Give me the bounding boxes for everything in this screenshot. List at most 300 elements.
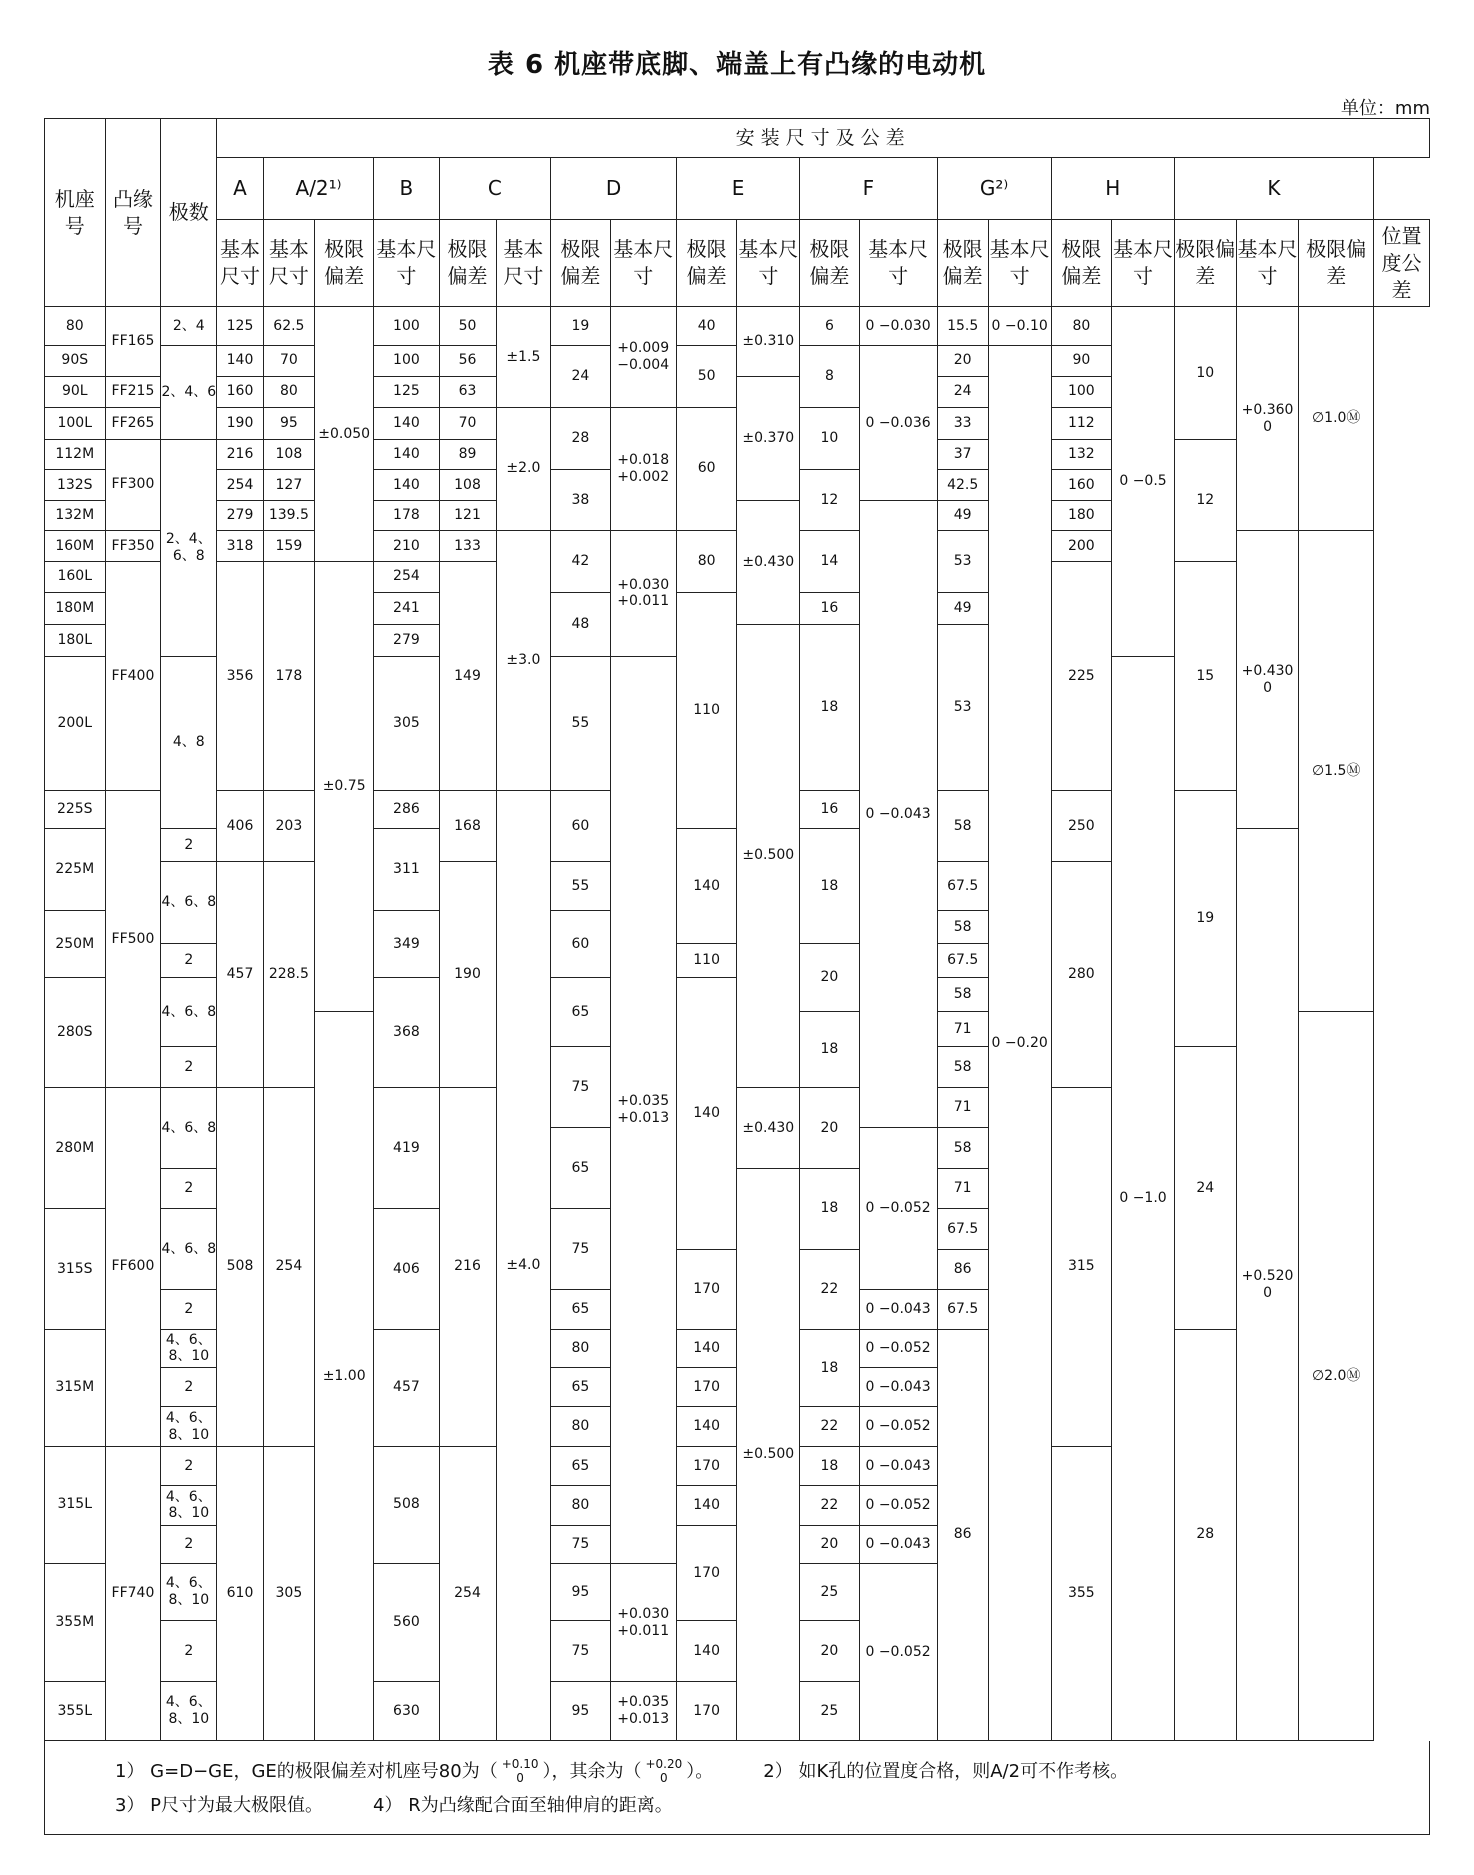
k-basic-4: 19 [1174, 790, 1236, 1047]
flange-2: FF215 [105, 376, 161, 407]
a-basic-2: 140 [217, 345, 264, 376]
frame-11: 180L [45, 624, 106, 656]
g-basic-23: 67.5 [937, 1290, 988, 1329]
header-group-7: F [800, 158, 937, 220]
d-tol-5: +0.030 +0.011 [610, 1563, 676, 1681]
e-basic-9: 170 [676, 1249, 737, 1329]
poles-7: 2 [161, 944, 217, 978]
g-basic-1: 15.5 [937, 307, 988, 345]
b-basic-4: 140 [374, 407, 439, 439]
b-basic-3: 125 [374, 376, 439, 407]
a2-tol-1: ±0.050 [314, 307, 373, 561]
k-tol-2: +0.430 0 [1236, 531, 1299, 829]
poles-1: 2、4 [161, 307, 217, 345]
e-tol-4: ±0.500 [737, 624, 800, 1087]
d-basic-4: 38 [551, 470, 610, 531]
header-group-9: H [1051, 158, 1174, 220]
b-basic-11: 279 [374, 624, 439, 656]
a2-basic-5: 108 [263, 439, 314, 470]
d-basic-12: 75 [551, 1047, 610, 1128]
f-basic-16: 22 [800, 1407, 859, 1446]
a2-basic-3: 80 [263, 376, 314, 407]
f-basic-17: 18 [800, 1446, 859, 1485]
b-basic-5: 140 [374, 439, 439, 470]
header-sub-basic: 基本尺寸 [1112, 220, 1175, 307]
d-basic-8: 60 [551, 790, 610, 861]
a-basic-13: 610 [217, 1446, 264, 1740]
g-basic-14: 67.5 [937, 944, 988, 978]
note-1-fraction-other [645, 1758, 682, 1786]
d-tol-3: +0.030 +0.011 [610, 531, 676, 657]
d-basic-23: 75 [551, 1621, 610, 1682]
poles-4: 4、8 [161, 656, 217, 829]
f-basic-22: 25 [800, 1682, 859, 1741]
d-basic-22: 95 [551, 1563, 610, 1621]
h-basic-4: 112 [1051, 407, 1112, 439]
k-tol-1: +0.360 0 [1236, 307, 1299, 531]
header-group-4: C [439, 158, 551, 220]
a2-basic-11: 228.5 [263, 862, 314, 1088]
header-sub-basic: 基本尺寸 [859, 220, 937, 307]
b-basic-10: 241 [374, 592, 439, 624]
f-tol-3: 0 −0.043 [859, 501, 937, 1128]
a-basic-12: 508 [217, 1087, 264, 1446]
b-basic-7: 178 [374, 501, 439, 531]
note-1-frac1-top: +0.10 [501, 1757, 539, 1772]
g-basic-5: 37 [937, 439, 988, 470]
d-basic-20: 80 [551, 1486, 610, 1525]
g-basic-7: 49 [937, 501, 988, 531]
f-tol-1: 0 −0.030 [859, 307, 937, 345]
frame-7: 132M [45, 501, 106, 531]
poles-22: 4、6、8、10 [161, 1682, 217, 1741]
b-basic-22: 630 [374, 1682, 439, 1741]
a-basic-11: 457 [217, 862, 264, 1088]
header-sub-basic: 基本尺寸 [217, 220, 264, 307]
a2-basic-1: 62.5 [263, 307, 314, 345]
c-basic-4: 70 [439, 407, 496, 439]
e-basic-2: 50 [676, 345, 737, 407]
frame-20: 315L [45, 1446, 106, 1563]
header-group-2: A/2¹⁾ [263, 158, 374, 220]
b-basic-15: 349 [374, 911, 439, 978]
h-basic-9: 225 [1051, 561, 1112, 790]
footnote-row-1 [115, 1755, 1429, 1789]
e-basic-1: 40 [676, 307, 737, 345]
note-1-text-a: 1） G=D−GE，GE的极限偏差对机座号80为（ [115, 1761, 498, 1782]
k-basic-3: 15 [1174, 561, 1236, 790]
h-basic-11: 280 [1051, 862, 1112, 1088]
g-basic-12: 67.5 [937, 862, 988, 911]
table-title: 表 6 机座带底脚、端盖上有凸缘的电动机 [487, 50, 987, 80]
c-basic-5: 89 [439, 439, 496, 470]
flange-4: FF300 [105, 439, 161, 531]
b-basic-2: 100 [374, 345, 439, 376]
header-sub-tol: 极限偏差 [314, 220, 373, 307]
g-basic-6: 42.5 [937, 470, 988, 501]
c-basic-13: 254 [439, 1446, 496, 1740]
frame-12: 200L [45, 656, 106, 790]
frame-22: 355L [45, 1682, 106, 1741]
f-basic-7: 18 [800, 624, 859, 790]
frame-18: 315S [45, 1209, 106, 1329]
e-basic-5: 110 [676, 592, 737, 828]
h-basic-5: 132 [1051, 439, 1112, 470]
poles-20: 4、6、8、10 [161, 1563, 217, 1621]
c-tol-2: ±2.0 [496, 407, 551, 531]
b-basic-17: 419 [374, 1087, 439, 1208]
poles-12: 4、6、8 [161, 1209, 217, 1290]
g-basic-18: 71 [937, 1087, 988, 1127]
flange-3: FF265 [105, 407, 161, 439]
header-sub-basic: 基本尺寸 [374, 220, 439, 307]
frame-8: 160M [45, 531, 106, 562]
d-basic-14: 75 [551, 1209, 610, 1290]
d-tol-6: +0.035 +0.013 [610, 1682, 676, 1741]
d-basic-6: 48 [551, 592, 610, 656]
flange-5: FF350 [105, 531, 161, 562]
f-basic-14: 22 [800, 1249, 859, 1329]
poles-11: 2 [161, 1168, 217, 1208]
f-tol-7: 0 −0.043 [859, 1368, 937, 1407]
e-basic-7: 110 [676, 944, 737, 978]
header-group-5: D [551, 158, 677, 220]
poles-9: 2 [161, 1047, 217, 1087]
g-basic-19: 58 [937, 1128, 988, 1168]
h-tol-1: 0 −0.5 [1112, 307, 1175, 656]
note-1-frac2-top: +0.20 [645, 1757, 683, 1772]
c-basic-8: 133 [439, 531, 496, 562]
b-basic-19: 457 [374, 1329, 439, 1446]
g-basic-10: 53 [937, 624, 988, 790]
poles-19: 2 [161, 1525, 217, 1563]
f-basic-13: 18 [800, 1168, 859, 1249]
note-1-text-c: ）。 [686, 1761, 714, 1782]
k-basic-2: 12 [1174, 439, 1236, 561]
header-sub-tol: 极限偏差 [1174, 220, 1236, 307]
h-basic-1: 80 [1051, 307, 1112, 345]
f-basic-20: 25 [800, 1563, 859, 1621]
d-basic-2: 24 [551, 345, 610, 407]
f-tol-12: 0 −0.052 [859, 1563, 937, 1740]
header-sub-tol: 极限偏差 [1051, 220, 1112, 307]
header-sub-tol: 极限偏差 [937, 220, 988, 307]
f-basic-15: 18 [800, 1329, 859, 1407]
g-basic-3: 24 [937, 376, 988, 407]
d-basic-16: 80 [551, 1329, 610, 1367]
b-basic-16: 368 [374, 978, 439, 1088]
a2-basic-7: 139.5 [263, 501, 314, 531]
f-basic-18: 22 [800, 1486, 859, 1525]
unit-label: 单位：mm [1340, 98, 1430, 119]
f-basic-9: 18 [800, 829, 859, 944]
a2-basic-10: 203 [263, 790, 314, 861]
f-basic-10: 20 [800, 944, 859, 1012]
g-basic-8: 53 [937, 531, 988, 593]
frame-14: 225M [45, 829, 106, 911]
h-basic-2: 90 [1051, 345, 1112, 376]
b-basic-12: 305 [374, 656, 439, 790]
poles-8: 4、6、8 [161, 978, 217, 1047]
frame-19: 315M [45, 1329, 106, 1446]
b-basic-21: 560 [374, 1563, 439, 1681]
f-basic-12: 20 [800, 1087, 859, 1168]
f-basic-3: 10 [800, 407, 859, 470]
h-tol-2: 0 −1.0 [1112, 656, 1175, 1740]
g-basic-20: 71 [937, 1168, 988, 1208]
frame-3: 90L [45, 376, 106, 407]
d-tol-4: +0.035 +0.013 [610, 656, 676, 1563]
frame-10: 180M [45, 592, 106, 624]
k-pos-1: ∅1.0Ⓜ [1299, 307, 1373, 531]
g-basic-24: 86 [937, 1329, 988, 1740]
header-group-8: G²⁾ [937, 158, 1051, 220]
note-1-frac1-bottom: 0 [516, 1771, 524, 1785]
a2-basic-2: 70 [263, 345, 314, 376]
e-tol-6: ±0.500 [737, 1168, 800, 1740]
poles-6: 4、6、8 [161, 862, 217, 944]
g-tol-2: 0 −0.20 [988, 345, 1051, 1740]
poles-10: 4、6、8 [161, 1087, 217, 1168]
f-tol-5: 0 −0.043 [859, 1290, 937, 1329]
frame-2: 90S [45, 345, 106, 376]
a2-tol-3: ±1.00 [314, 1012, 373, 1741]
f-basic-4: 12 [800, 470, 859, 531]
h-basic-6: 160 [1051, 470, 1112, 501]
h-basic-10: 250 [1051, 790, 1112, 861]
g-basic-11: 58 [937, 790, 988, 861]
header-flange: 凸缘号 [105, 119, 161, 307]
d-basic-9: 55 [551, 862, 610, 911]
h-basic-8: 200 [1051, 531, 1112, 562]
frame-13: 225S [45, 790, 106, 828]
d-tol-1: +0.009 −0.004 [610, 307, 676, 407]
f-basic-2: 8 [800, 345, 859, 407]
header-group-10: K [1174, 158, 1373, 220]
f-basic-8: 16 [800, 790, 859, 828]
note-1-fraction-80 [502, 1758, 539, 1786]
poles-3: 2、4、6、8 [161, 439, 217, 656]
d-basic-18: 80 [551, 1407, 610, 1446]
poles-15: 2 [161, 1368, 217, 1407]
d-basic-5: 42 [551, 531, 610, 593]
a2-basic-9: 178 [263, 561, 314, 790]
c-basic-2: 56 [439, 345, 496, 376]
header-sub-tol: 极限偏差 [676, 220, 737, 307]
g-basic-2: 20 [937, 345, 988, 376]
header-sub-basic: 基本尺寸 [737, 220, 800, 307]
e-basic-14: 140 [676, 1486, 737, 1525]
note-3: 3） P尺寸为最大极限值。 [115, 1795, 324, 1817]
e-basic-8: 140 [676, 978, 737, 1250]
d-basic-17: 65 [551, 1368, 610, 1407]
header-install-dims: 安装尺寸及公差 [217, 119, 1430, 158]
d-basic-19: 65 [551, 1446, 610, 1485]
a-basic-7: 279 [217, 501, 264, 531]
flange-6: FF400 [105, 561, 161, 790]
a2-basic-13: 305 [263, 1446, 314, 1740]
flange-8: FF600 [105, 1087, 161, 1446]
frame-1: 80 [45, 307, 106, 345]
b-basic-14: 311 [374, 829, 439, 911]
a-basic-1: 125 [217, 307, 264, 345]
a-basic-8: 318 [217, 531, 264, 562]
c-basic-10: 168 [439, 790, 496, 861]
e-basic-6: 140 [676, 829, 737, 944]
k-basic-6: 28 [1174, 1329, 1236, 1740]
poles-17: 2 [161, 1446, 217, 1485]
f-tol-9: 0 −0.043 [859, 1446, 937, 1485]
b-basic-8: 210 [374, 531, 439, 562]
k-tol-3: +0.520 0 [1236, 829, 1299, 1741]
frame-16: 280S [45, 978, 106, 1088]
h-basic-12: 315 [1051, 1087, 1112, 1446]
e-tol-3: ±0.430 [737, 501, 800, 625]
c-tol-1: ±1.5 [496, 307, 551, 407]
a-basic-4: 190 [217, 407, 264, 439]
e-tol-2: ±0.370 [737, 376, 800, 501]
footnote-row-2 [115, 1789, 1429, 1823]
d-basic-15: 65 [551, 1290, 610, 1329]
f-tol-6: 0 −0.052 [859, 1329, 937, 1367]
e-tol-5: ±0.430 [737, 1087, 800, 1168]
e-basic-15: 170 [676, 1525, 737, 1621]
f-basic-6: 16 [800, 592, 859, 624]
header-sub-tol: 极限偏差 [551, 220, 610, 307]
k-pos-2: ∅1.5Ⓜ [1299, 531, 1373, 1012]
a-basic-5: 216 [217, 439, 264, 470]
header-poles: 极数 [161, 119, 217, 307]
b-basic-20: 508 [374, 1446, 439, 1563]
e-tol-1: ±0.310 [737, 307, 800, 376]
footnotes [44, 1741, 1430, 1835]
f-basic-11: 18 [800, 1012, 859, 1088]
note-1-text-b: ），其余为（ [542, 1761, 642, 1782]
d-basic-11: 65 [551, 978, 610, 1047]
header-sub-basic: 基本尺寸 [1236, 220, 1299, 307]
g-basic-21: 67.5 [937, 1209, 988, 1249]
e-basic-4: 80 [676, 531, 737, 593]
frame-4: 100L [45, 407, 106, 439]
a-basic-3: 160 [217, 376, 264, 407]
k-basic-1: 10 [1174, 307, 1236, 439]
header-group-1: A [217, 158, 264, 220]
header-sub-tol: 极限偏差 [439, 220, 496, 307]
g-basic-16: 71 [937, 1012, 988, 1047]
b-basic-1: 100 [374, 307, 439, 345]
h-basic-3: 100 [1051, 376, 1112, 407]
poles-14: 4、6、8、10 [161, 1329, 217, 1367]
frame-9: 160L [45, 561, 106, 592]
e-basic-16: 140 [676, 1621, 737, 1682]
header-frame: 机座号 [45, 119, 106, 307]
c-basic-1: 50 [439, 307, 496, 345]
f-basic-21: 20 [800, 1621, 859, 1682]
g-basic-13: 58 [937, 911, 988, 944]
e-basic-12: 140 [676, 1407, 737, 1446]
flange-7: FF500 [105, 790, 161, 1087]
f-tol-4: 0 −0.052 [859, 1128, 937, 1290]
c-basic-9: 149 [439, 561, 496, 790]
f-basic-19: 20 [800, 1525, 859, 1563]
note-2: 2） 如K孔的位置度合格，则A/2可不作考核。 [763, 1761, 1129, 1782]
poles-13: 2 [161, 1290, 217, 1329]
d-basic-24: 95 [551, 1682, 610, 1741]
a2-basic-8: 159 [263, 531, 314, 562]
d-basic-13: 65 [551, 1128, 610, 1209]
d-basic-7: 55 [551, 656, 610, 790]
header-sub-basic: 基本尺寸 [988, 220, 1051, 307]
e-basic-3: 60 [676, 407, 737, 531]
flange-1: FF165 [105, 307, 161, 376]
a2-tol-2: ±0.75 [314, 561, 373, 1011]
d-basic-1: 19 [551, 307, 610, 345]
e-basic-17: 170 [676, 1682, 737, 1741]
b-basic-13: 286 [374, 790, 439, 828]
a-basic-6: 254 [217, 470, 264, 501]
dimension-table [44, 118, 1430, 1741]
c-tol-3: ±3.0 [496, 531, 551, 791]
header-sub-basic: 基本尺寸 [610, 220, 676, 307]
b-basic-18: 406 [374, 1209, 439, 1329]
poles-2: 2、4、6 [161, 345, 217, 439]
poles-18: 4、6、8、10 [161, 1486, 217, 1525]
f-tol-2: 0 −0.036 [859, 345, 937, 500]
b-basic-9: 254 [374, 561, 439, 592]
g-basic-17: 58 [937, 1047, 988, 1087]
h-basic-13: 355 [1051, 1446, 1112, 1740]
d-basic-3: 28 [551, 407, 610, 470]
b-basic-6: 140 [374, 470, 439, 501]
poles-16: 4、6、8、10 [161, 1407, 217, 1446]
header-sub-basic: 基本尺寸 [496, 220, 551, 307]
c-basic-3: 63 [439, 376, 496, 407]
a-basic-10: 406 [217, 790, 264, 861]
header-sub-tol: 极限偏差 [800, 220, 859, 307]
g-basic-4: 33 [937, 407, 988, 439]
f-tol-10: 0 −0.052 [859, 1486, 937, 1525]
f-basic-5: 14 [800, 531, 859, 593]
h-basic-7: 180 [1051, 501, 1112, 531]
frame-5: 112M [45, 439, 106, 470]
frame-17: 280M [45, 1087, 106, 1208]
a2-basic-12: 254 [263, 1087, 314, 1446]
c-basic-12: 216 [439, 1087, 496, 1446]
flange-9: FF740 [105, 1446, 161, 1740]
k-pos-3: ∅2.0Ⓜ [1299, 1012, 1373, 1741]
poles-21: 2 [161, 1621, 217, 1682]
frame-15: 250M [45, 911, 106, 978]
e-basic-13: 170 [676, 1446, 737, 1485]
f-tol-8: 0 −0.052 [859, 1407, 937, 1446]
a2-basic-6: 127 [263, 470, 314, 501]
frame-6: 132S [45, 470, 106, 501]
note-4: 4） R为凸缘配合面至轴伸肩的距离。 [373, 1795, 673, 1817]
f-tol-11: 0 −0.043 [859, 1525, 937, 1563]
header-sub-basic: 基本尺寸 [263, 220, 314, 307]
k-basic-5: 24 [1174, 1047, 1236, 1329]
header-group-6: E [676, 158, 799, 220]
d-tol-2: +0.018 +0.002 [610, 407, 676, 531]
c-basic-7: 121 [439, 501, 496, 531]
frame-21: 355M [45, 1563, 106, 1681]
e-basic-11: 170 [676, 1368, 737, 1407]
g-tol-1: 0 −0.10 [988, 307, 1051, 345]
d-basic-10: 60 [551, 911, 610, 978]
c-basic-11: 190 [439, 862, 496, 1088]
header-group-3: B [374, 158, 439, 220]
header-sub-tol: 极限偏差 [1299, 220, 1373, 307]
